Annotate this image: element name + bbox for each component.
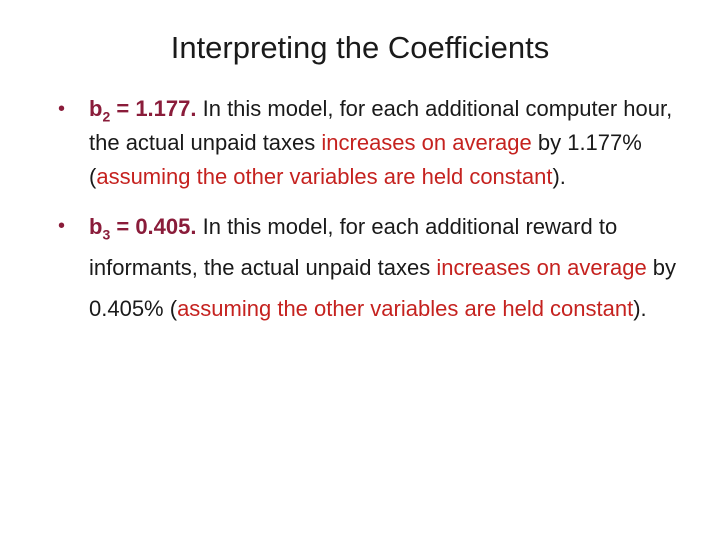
coefficient-subscript: 3	[102, 226, 111, 243]
coefficient-symbol: b	[89, 214, 103, 239]
bullet-text: ).	[633, 296, 647, 321]
bullet-text: In this model, for each additional reward to informants, the actual unpaid taxes	[89, 214, 618, 280]
coefficient-value: = 0.405.	[110, 214, 197, 239]
bullet-marker: •	[58, 215, 66, 237]
coefficient-label	[89, 214, 197, 243]
bullet-item-b2	[58, 92, 678, 194]
coefficient-symbol: b	[89, 96, 103, 121]
coefficient-subscript: 2	[102, 108, 111, 125]
bullet-text: by 1.177% (	[89, 130, 642, 189]
emphasis-text: assuming the other variables are held constant	[177, 296, 634, 321]
coefficient-value: = 1.177.	[110, 96, 197, 121]
emphasis-text: increases on average	[321, 130, 532, 155]
bullet-text: In this model, for each additional computer hour, the actual unpaid taxes	[89, 96, 673, 155]
bullet-item-b3	[58, 206, 678, 329]
emphasis-text: assuming the other variables are held constant	[96, 164, 553, 189]
bullet-marker: •	[58, 98, 66, 120]
bullet-list	[58, 92, 678, 329]
emphasis-text: increases on average	[436, 255, 647, 280]
bullet-text: ).	[552, 164, 566, 189]
bullet-text: by 0.405% (	[89, 255, 677, 321]
slide-title: Interpreting the Coefficients	[170, 30, 550, 65]
coefficient-label	[89, 96, 197, 125]
